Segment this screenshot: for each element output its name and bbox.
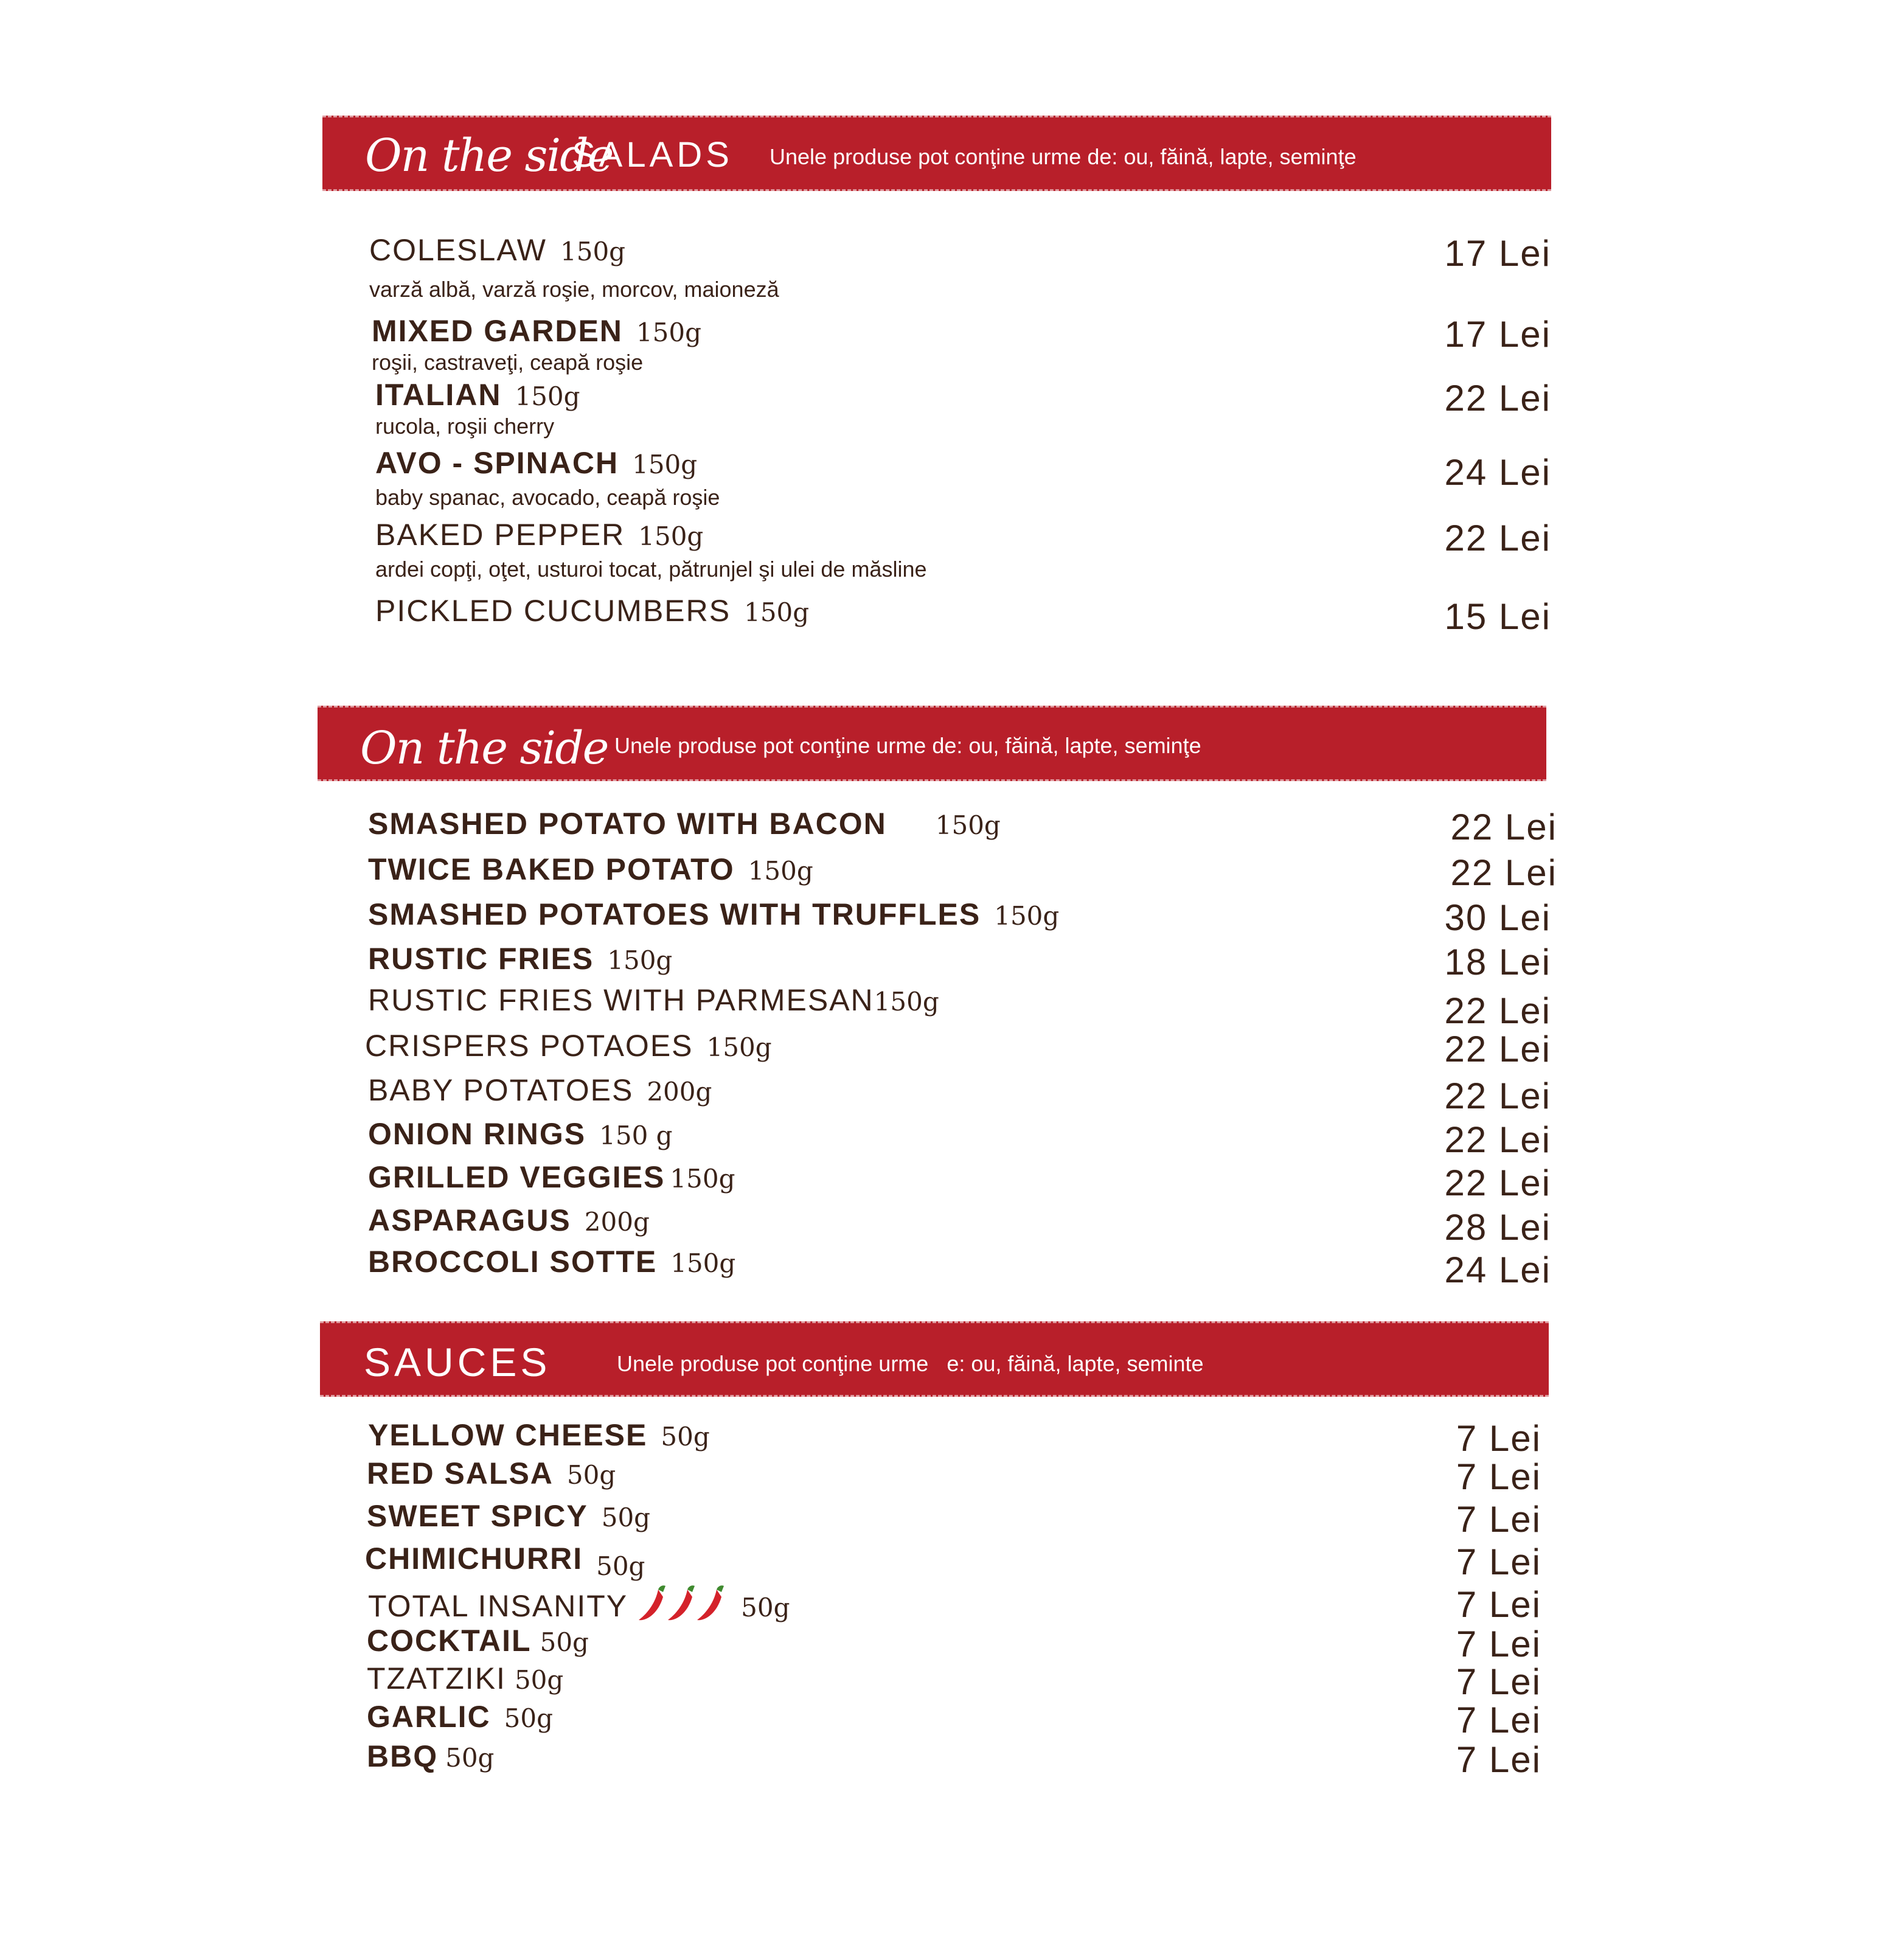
menu-item <box>0 982 1904 1031</box>
menu-item <box>0 1456 1904 1498</box>
item-weight: 150g <box>994 901 1060 931</box>
item-weight: 50g <box>566 1460 616 1490</box>
item-weight: 50g <box>601 1503 651 1532</box>
item-price: 7 Lei <box>1456 1456 1541 1497</box>
menu-item <box>0 1417 1904 1460</box>
menu-item <box>0 377 1904 420</box>
item-name: AVO - SPINACH 150g <box>375 446 698 480</box>
item-price: 22 Lei <box>1444 518 1551 558</box>
banner-script-title: On the side <box>360 722 608 774</box>
item-name: GARLIC 50g <box>367 1700 553 1734</box>
sides-banner <box>318 706 1546 781</box>
item-description: baby spanac, avocado, ceapă roşie <box>375 485 720 510</box>
item-name: SMASHED POTATOES WITH TRUFFLES 150g <box>368 897 1060 931</box>
item-price: 15 Lei <box>1444 596 1551 637</box>
item-name: CHIMICHURRI $_{50g}$ <box>365 1542 645 1581</box>
menu-item <box>0 313 1904 356</box>
item-price: 7 Lei <box>1456 1700 1541 1740</box>
item-weight: 50g <box>514 1665 564 1695</box>
item-weight: 150g <box>706 1032 772 1062</box>
item-price: 22 Lei <box>1444 1119 1551 1160</box>
item-price: 24 Lei <box>1444 1250 1551 1290</box>
item-price: 24 Lei <box>1444 452 1551 493</box>
item-weight: 200g <box>584 1207 650 1237</box>
item-weight: 50g <box>741 1593 790 1623</box>
menu-item <box>0 1028 1904 1071</box>
menu-item <box>0 1203 1904 1248</box>
item-weight: 50g <box>596 1551 645 1581</box>
item-price: 7 Lei <box>1456 1739 1541 1780</box>
menu-item <box>0 1159 1904 1202</box>
menu-item <box>0 806 1904 849</box>
menu-item <box>0 593 1904 636</box>
item-weight: 50g <box>504 1703 553 1733</box>
item-weight: 50g <box>445 1743 495 1773</box>
item-name: TWICE BAKED POTATO 150g <box>368 852 813 886</box>
banner-section-title: SALADS <box>572 135 733 175</box>
item-name: ASPARAGUS 200g <box>368 1203 650 1237</box>
banner-allergen-note: Unele produse pot conţine urme de: ou, făină, lapte, seminţe <box>770 144 1357 169</box>
salads-banner <box>322 116 1551 191</box>
item-description: ardei copţi, oţet, usturoi tocat, pătrunjel şi ulei de măsline <box>375 557 927 582</box>
item-name: CRISPERS POTAOES 150g <box>365 1029 772 1063</box>
item-weight: 150g <box>515 381 580 411</box>
item-name: PICKLED CUCUMBERS 150g <box>375 594 810 628</box>
menu-item <box>0 852 1904 894</box>
item-weight: 50g <box>661 1422 710 1452</box>
item-price: 7 Lei <box>1456 1499 1541 1540</box>
item-price: 22 Lei <box>1444 1029 1551 1069</box>
menu-item <box>0 517 1904 560</box>
item-name: BAKED PEPPER 150g <box>375 518 704 552</box>
item-name: RUSTIC FRIES 150g <box>368 942 673 976</box>
item-name: SWEET SPICY 50g <box>367 1499 651 1533</box>
item-name: COCKTAIL 50g <box>367 1624 589 1658</box>
item-name: MIXED GARDEN 150g <box>372 314 701 348</box>
item-name: TZATZIKI 50g <box>367 1661 564 1695</box>
item-price: 30 Lei <box>1444 897 1551 938</box>
item-name: TOTAL INSANITY 50g <box>368 1584 790 1633</box>
item-weight: 150g <box>670 1248 736 1278</box>
item-price: 7 Lei <box>1456 1584 1541 1625</box>
item-price: 22 Lei <box>1444 1076 1551 1116</box>
item-price: 22 Lei <box>1450 807 1557 847</box>
item-weight: 150g <box>638 521 704 551</box>
menu-item <box>0 1661 1904 1703</box>
item-weight: 150g <box>632 450 698 479</box>
item-weight: 150g <box>748 856 813 886</box>
menu-item <box>0 1498 1904 1541</box>
item-weight: 150g <box>935 810 1001 840</box>
item-name: RED SALSA 50g <box>367 1456 616 1490</box>
item-price: 7 Lei <box>1456 1624 1541 1664</box>
sauces-banner <box>320 1321 1549 1397</box>
menu-item <box>0 1116 1904 1159</box>
menu-item <box>0 941 1904 984</box>
item-name: ITALIAN 150g <box>375 378 580 412</box>
item-price: 22 Lei <box>1444 990 1551 1031</box>
item-price: 7 Lei <box>1456 1418 1541 1459</box>
menu-item <box>0 1699 1904 1742</box>
item-name: RUSTIC FRIES WITH PARMESAN150g <box>368 983 939 1017</box>
item-price: 22 Lei <box>1450 852 1557 893</box>
item-price: 18 Lei <box>1444 942 1551 982</box>
item-name: BBQ 50g <box>367 1739 495 1773</box>
item-weight: 150 g <box>599 1121 673 1150</box>
banner-section-title: SAUCES <box>364 1340 551 1385</box>
menu-item <box>0 1739 1904 1781</box>
item-weight: 150g <box>744 597 810 627</box>
item-weight: 150g <box>636 318 701 347</box>
banner-script-title: On the side <box>365 130 613 182</box>
menu-item <box>0 897 1904 939</box>
item-weight: 150g <box>874 987 939 1017</box>
item-price: 7 Lei <box>1456 1542 1541 1582</box>
item-name: ONION RINGS 150 g <box>368 1117 673 1151</box>
item-weight: 150g <box>607 945 673 975</box>
item-price: 22 Lei <box>1444 378 1551 419</box>
item-name: SMASHED POTATO WITH BACON 150g <box>368 807 1001 841</box>
menu-item <box>0 232 1904 275</box>
item-name: BABY POTATOES 200g <box>368 1073 712 1107</box>
banner-allergen-note: Unele produse pot conţine urme e: ou, făină, lapte, seminte <box>617 1351 1204 1376</box>
menu-item <box>0 1584 1904 1626</box>
item-price: 17 Lei <box>1444 233 1551 274</box>
item-weight: 150g <box>560 237 626 266</box>
item-description: varză albă, varză roşie, morcov, maioneză <box>369 277 779 302</box>
banner-allergen-note: Unele produse pot conţine urme de: ou, făină, lapte, seminţe <box>614 733 1201 758</box>
item-weight: 150g <box>670 1164 735 1194</box>
menu-item <box>0 1541 1904 1584</box>
menu-item <box>0 1073 1904 1115</box>
item-description: roşii, castraveţi, ceapă roşie <box>372 350 644 375</box>
item-name: BROCCOLI SOTTE 150g <box>368 1245 736 1279</box>
item-price: 17 Lei <box>1444 314 1551 355</box>
item-price: 28 Lei <box>1444 1207 1551 1248</box>
item-price: 22 Lei <box>1444 1163 1551 1203</box>
menu-item <box>0 445 1904 493</box>
item-name: GRILLED VEGGIES 150g <box>368 1160 735 1194</box>
item-weight: 200g <box>647 1077 712 1107</box>
item-name: YELLOW CHEESE 50g <box>368 1418 710 1452</box>
menu-item <box>0 1623 1904 1666</box>
menu-item <box>0 1244 1904 1290</box>
item-name: COLESLAW 150g <box>369 233 626 267</box>
item-price: 7 Lei <box>1456 1661 1541 1702</box>
item-description: rucola, roşii cherry <box>375 414 555 439</box>
item-weight: 50g <box>540 1627 589 1657</box>
